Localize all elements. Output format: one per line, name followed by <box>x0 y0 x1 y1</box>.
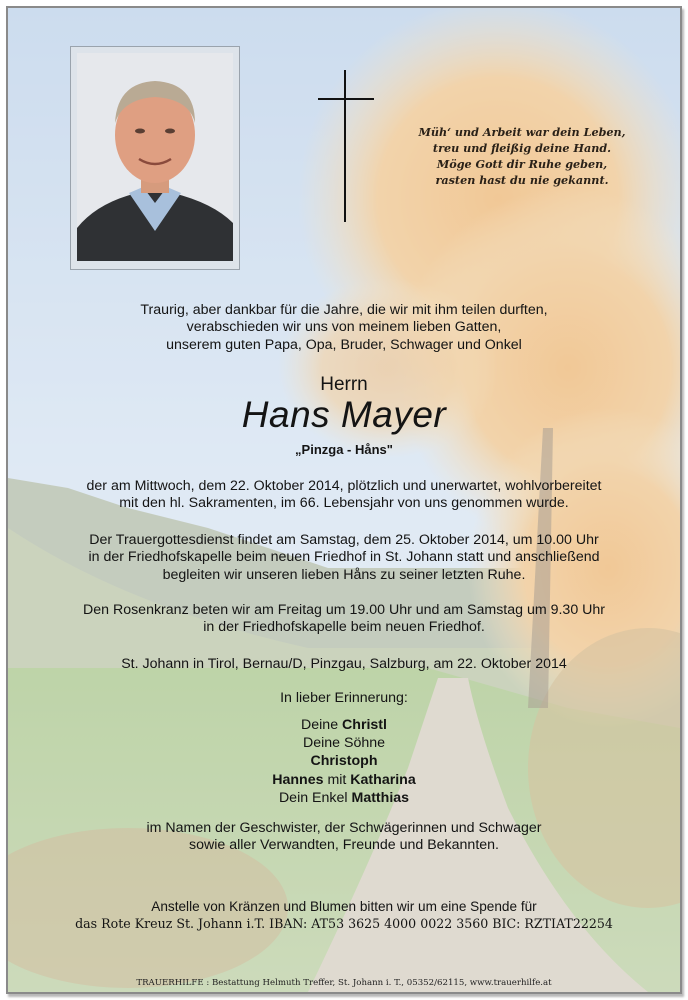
intro-line: unserem guten Papa, Opa, Bruder, Schwager und Onkel <box>166 336 522 353</box>
poem <box>408 124 636 188</box>
intro-line: Traurig, aber dankbar für die Jahre, die wir mit ihm teilen durften, <box>140 302 548 318</box>
intro-text <box>8 302 680 354</box>
family-name: Hannes <box>272 771 324 788</box>
family-name: Matthias <box>351 789 410 806</box>
family-list <box>8 716 680 807</box>
family-line-sons: Deine Söhne <box>302 735 386 752</box>
donation-bank-line: das Rote Kreuz St. Johann i.T. IBAN: AT53 3625 4000 0022 3560 BIC: RZTIAT22254 <box>75 916 613 931</box>
funeral-line: begleiten wir unseren lieben Håns zu seiner letzten Ruhe. <box>162 566 526 583</box>
rosary-info <box>8 602 680 637</box>
cross-icon <box>318 70 374 222</box>
intro-line: verabschieden wir uns von meinem lieben Gatten, <box>186 319 502 336</box>
family-name: Katharina <box>350 771 416 788</box>
footer-imprint: TRAUERHILFE : Bestattung Helmuth Treffer, St. Johann i. T., 05352/62115, www.trauerhilfe.at <box>136 978 552 988</box>
death-line: mit den hl. Sakramenten, im 66. Lebensjahr von uns genommen wurde. <box>119 495 569 512</box>
poem-line: Müh‘ und Arbeit war dein Leben, <box>418 125 626 139</box>
funeral-line: Der Trauergottesdienst findet am Samstag, dem 25. Oktober 2014, um 10.00 Uhr <box>89 532 599 548</box>
portrait-frame <box>70 46 240 270</box>
donation-line: Anstelle von Kränzen und Blumen bitten wir um eine Spende für <box>151 899 537 914</box>
parte-card <box>6 6 682 994</box>
nickname: „Pinzga - Håns" <box>295 442 393 457</box>
poem-line: treu und fleißig deine Hand. <box>432 141 612 155</box>
poem-line: rasten hast du nie gekannt. <box>435 173 609 187</box>
family-line-wife: Deine Christl <box>301 717 387 733</box>
donation-request <box>8 898 680 932</box>
death-notice <box>8 478 680 513</box>
family-name: Christl <box>342 717 387 733</box>
funeral-line: in der Friedhofskapelle beim neuen Friedhof in St. Johann statt und anschließend <box>88 549 600 566</box>
poem-line: Möge Gott dir Ruhe geben, <box>436 157 608 171</box>
family-line-son <box>8 752 680 770</box>
family-name: Christoph <box>310 753 378 770</box>
place-date: St. Johann in Tirol, Bernau/D, Pinzgau, Salzburg, am 22. Oktober 2014 <box>121 656 567 672</box>
portrait-image <box>77 53 233 261</box>
funeral-info <box>8 532 680 584</box>
rosary-line: in der Friedhofskapelle beim neuen Friedhof. <box>203 619 485 636</box>
rosary-line: Den Rosenkranz beten wir am Freitag um 19.00 Uhr und am Samstag um 9.30 Uhr <box>82 602 606 618</box>
relatives-line: sowie aller Verwandten, Freunde und Bekannten. <box>189 837 499 854</box>
salutation: Herrn <box>320 374 368 395</box>
family-line-grandchild: Dein Enkel Matthias <box>278 789 410 806</box>
death-line: der am Mittwoch, dem 22. Oktober 2014, plötzlich und unerwartet, wohlvorbereitet <box>86 478 602 494</box>
relatives-text <box>8 820 680 855</box>
relatives-line: im Namen der Geschwister, der Schwägerinnen und Schwager <box>146 820 542 836</box>
portrait-photo <box>77 53 233 261</box>
family-line-son-partner: Hannes mit Katharina <box>272 771 416 788</box>
deceased-name: Hans Mayer <box>241 394 447 435</box>
memory-heading: In lieber Erinnerung: <box>280 690 408 706</box>
